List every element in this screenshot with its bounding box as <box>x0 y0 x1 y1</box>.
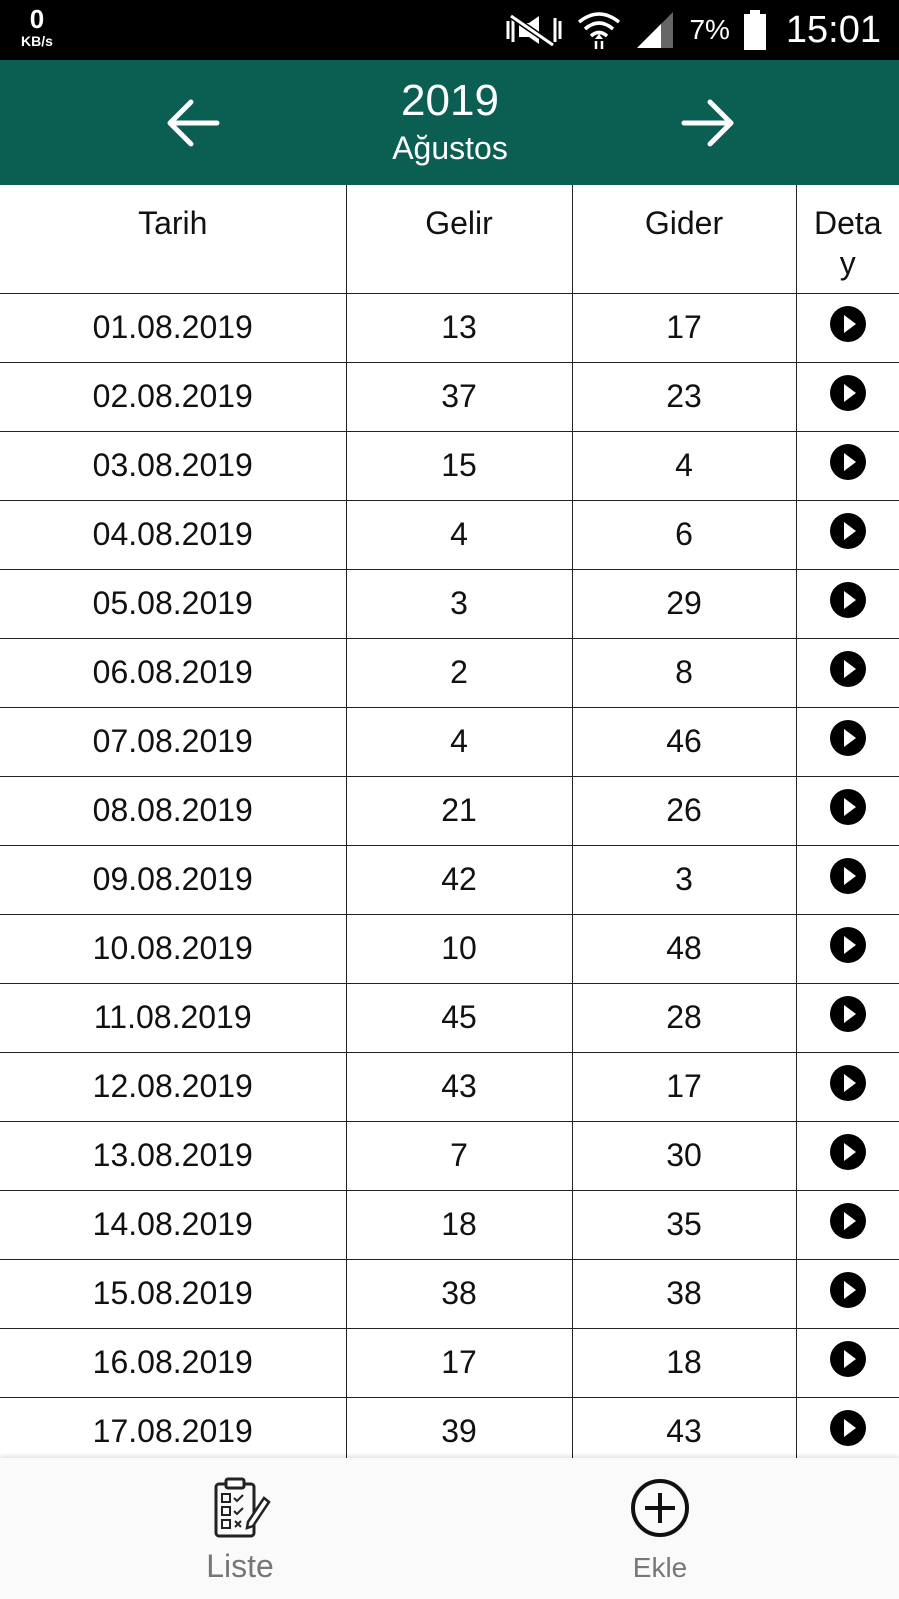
cell-income: 18 <box>346 1190 572 1259</box>
table-row <box>0 638 899 707</box>
cell-income: 21 <box>346 776 572 845</box>
cell-detail <box>796 1259 899 1328</box>
detail-button[interactable] <box>829 1340 867 1386</box>
table-row <box>0 569 899 638</box>
cell-detail <box>796 983 899 1052</box>
cell-date: 14.08.2019 <box>0 1190 346 1259</box>
cell-detail <box>796 1121 899 1190</box>
next-month-button[interactable] <box>675 90 741 156</box>
checklist-icon <box>208 1476 272 1540</box>
play-circle-icon <box>829 788 867 826</box>
cell-date: 17.08.2019 <box>0 1397 346 1458</box>
table-header-row <box>0 185 899 293</box>
transactions-table-container[interactable] <box>0 185 899 1458</box>
cell-date: 11.08.2019 <box>0 983 346 1052</box>
cell-expense: 48 <box>572 914 796 983</box>
cell-expense: 35 <box>572 1190 796 1259</box>
nav-liste-label: Liste <box>206 1548 274 1584</box>
network-speed <box>14 6 60 48</box>
cell-expense: 17 <box>572 293 796 362</box>
cell-income: 2 <box>346 638 572 707</box>
play-circle-icon <box>829 512 867 550</box>
cell-date: 09.08.2019 <box>0 845 346 914</box>
cell-income: 15 <box>346 431 572 500</box>
cell-detail <box>796 293 899 362</box>
signal-icon <box>635 10 675 50</box>
play-circle-icon <box>829 581 867 619</box>
cell-date: 01.08.2019 <box>0 293 346 362</box>
play-circle-icon <box>829 926 867 964</box>
table-row <box>0 1190 899 1259</box>
cell-date: 08.08.2019 <box>0 776 346 845</box>
cell-detail <box>796 500 899 569</box>
play-circle-icon <box>829 1409 867 1447</box>
table-row <box>0 1328 899 1397</box>
cell-expense: 28 <box>572 983 796 1052</box>
detail-button[interactable] <box>829 788 867 834</box>
play-circle-icon <box>829 443 867 481</box>
cell-date: 04.08.2019 <box>0 500 346 569</box>
table-row <box>0 431 899 500</box>
cell-income: 39 <box>346 1397 572 1458</box>
cell-detail <box>796 1190 899 1259</box>
cell-detail <box>796 638 899 707</box>
cell-date: 03.08.2019 <box>0 431 346 500</box>
cell-expense: 23 <box>572 362 796 431</box>
cell-expense: 8 <box>572 638 796 707</box>
cell-date: 06.08.2019 <box>0 638 346 707</box>
cell-expense: 6 <box>572 500 796 569</box>
play-circle-icon <box>829 1340 867 1378</box>
cell-expense: 38 <box>572 1259 796 1328</box>
cell-detail <box>796 1328 899 1397</box>
detail-button[interactable] <box>829 443 867 489</box>
cell-income: 37 <box>346 362 572 431</box>
table-row <box>0 1259 899 1328</box>
cell-expense: 26 <box>572 776 796 845</box>
table-row <box>0 500 899 569</box>
add-circle-icon <box>628 1476 692 1540</box>
cell-date: 10.08.2019 <box>0 914 346 983</box>
transactions-table <box>0 185 899 1458</box>
table-row <box>0 914 899 983</box>
play-circle-icon <box>829 374 867 412</box>
detail-button[interactable] <box>829 1409 867 1455</box>
cell-detail <box>796 569 899 638</box>
year-label: 2019 <box>401 76 499 125</box>
month-header <box>0 60 899 185</box>
cell-income: 45 <box>346 983 572 1052</box>
cell-date: 12.08.2019 <box>0 1052 346 1121</box>
wifi-icon <box>577 10 621 50</box>
play-circle-icon <box>829 1202 867 1240</box>
cell-detail <box>796 1397 899 1458</box>
cell-income: 4 <box>346 707 572 776</box>
play-circle-icon <box>829 650 867 688</box>
cell-date: 15.08.2019 <box>0 1259 346 1328</box>
cell-income: 4 <box>346 500 572 569</box>
cell-date: 13.08.2019 <box>0 1121 346 1190</box>
cell-expense: 30 <box>572 1121 796 1190</box>
network-speed-unit: KB/s <box>21 33 53 49</box>
play-circle-icon <box>829 1064 867 1102</box>
column-header-detail-label: Deta y <box>813 205 882 281</box>
detail-button[interactable] <box>829 374 867 420</box>
arrow-left-icon <box>165 98 221 148</box>
cell-date: 16.08.2019 <box>0 1328 346 1397</box>
column-header-detail <box>796 185 899 293</box>
status-bar <box>0 0 899 60</box>
status-clock: 15:01 <box>785 8 881 51</box>
cell-expense: 43 <box>572 1397 796 1458</box>
cell-detail <box>796 845 899 914</box>
table-row <box>0 362 899 431</box>
cell-date: 07.08.2019 <box>0 707 346 776</box>
table-row <box>0 293 899 362</box>
column-header-expense: Gider <box>572 185 796 293</box>
play-circle-icon <box>829 1271 867 1309</box>
cell-detail <box>796 707 899 776</box>
cell-detail <box>796 362 899 431</box>
nav-ekle-label: Ekle <box>632 1552 688 1583</box>
battery-icon <box>744 10 766 50</box>
cell-detail <box>796 1052 899 1121</box>
battery-percent: 7% <box>689 14 730 45</box>
cell-detail <box>796 431 899 500</box>
detail-button[interactable] <box>829 926 867 972</box>
table-row <box>0 707 899 776</box>
play-circle-icon <box>829 1133 867 1171</box>
play-circle-icon <box>829 995 867 1033</box>
detail-button[interactable] <box>829 719 867 765</box>
arrow-right-icon <box>680 98 736 148</box>
cell-expense: 17 <box>572 1052 796 1121</box>
detail-button[interactable] <box>829 857 867 903</box>
detail-button[interactable] <box>829 995 867 1041</box>
table-row <box>0 983 899 1052</box>
vibrate-mute-icon <box>505 13 563 47</box>
cell-expense: 18 <box>572 1328 796 1397</box>
cell-date: 02.08.2019 <box>0 362 346 431</box>
cell-income: 13 <box>346 293 572 362</box>
detail-button[interactable] <box>829 1064 867 1110</box>
detail-button[interactable] <box>829 512 867 558</box>
cell-expense: 4 <box>572 431 796 500</box>
detail-button[interactable] <box>829 1271 867 1317</box>
cell-expense: 29 <box>572 569 796 638</box>
play-circle-icon <box>829 719 867 757</box>
play-circle-icon <box>829 857 867 895</box>
column-header-date: Tarih <box>0 185 346 293</box>
table-row <box>0 1121 899 1190</box>
cell-income: 7 <box>346 1121 572 1190</box>
network-speed-value: 0 <box>29 4 45 34</box>
table-row <box>0 776 899 845</box>
cell-expense: 3 <box>572 845 796 914</box>
detail-button[interactable] <box>829 305 867 351</box>
table-row <box>0 1052 899 1121</box>
cell-income: 38 <box>346 1259 572 1328</box>
bottom-navigation <box>0 1458 899 1599</box>
cell-detail <box>796 776 899 845</box>
detail-button[interactable] <box>829 1133 867 1179</box>
cell-income: 3 <box>346 569 572 638</box>
table-row <box>0 845 899 914</box>
cell-expense: 46 <box>572 707 796 776</box>
detail-button[interactable] <box>829 650 867 696</box>
nav-liste-button[interactable] <box>140 1468 340 1585</box>
cell-detail <box>796 914 899 983</box>
previous-month-button[interactable] <box>160 90 226 156</box>
column-header-income: Gelir <box>346 185 572 293</box>
table-row <box>0 1397 899 1458</box>
month-title <box>300 74 600 168</box>
detail-button[interactable] <box>829 1202 867 1248</box>
cell-income: 42 <box>346 845 572 914</box>
detail-button[interactable] <box>829 581 867 627</box>
cell-income: 43 <box>346 1052 572 1121</box>
nav-ekle-button[interactable] <box>560 1468 760 1584</box>
month-label: Ağustos <box>392 130 508 166</box>
cell-income: 17 <box>346 1328 572 1397</box>
cell-date: 05.08.2019 <box>0 569 346 638</box>
cell-income: 10 <box>346 914 572 983</box>
play-circle-icon <box>829 305 867 343</box>
